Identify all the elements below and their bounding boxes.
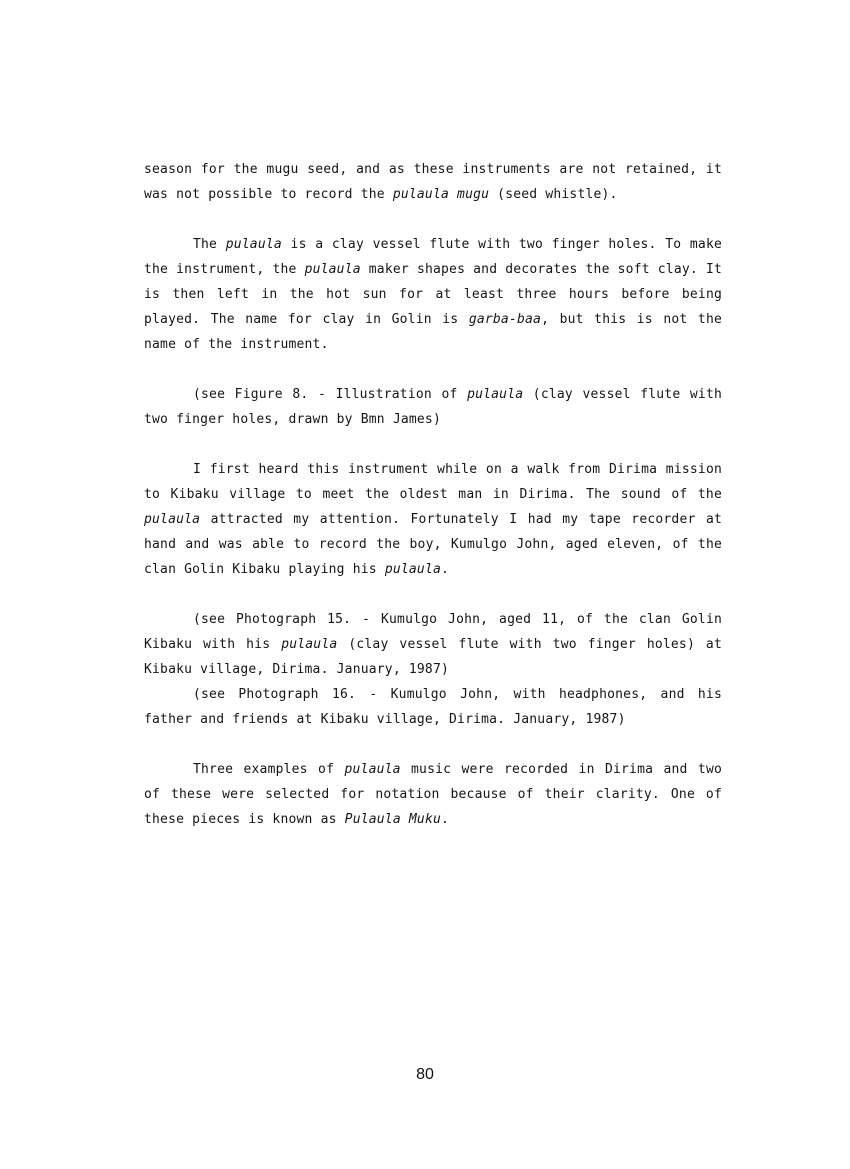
italic-term: pulaula xyxy=(304,262,361,277)
text-run: (see Figure 8. - Illustration of xyxy=(193,387,468,402)
paragraph-pulaula-description xyxy=(144,232,722,357)
paragraph-three-examples xyxy=(144,757,722,832)
paragraph-photograph-16 xyxy=(144,682,722,732)
text-run: (clay vessel flute with two finger holes) at Kibaku village, Dirima. January, 1987) xyxy=(144,637,722,677)
paragraph-first-heard xyxy=(144,457,722,582)
paragraph-seed-whistle xyxy=(144,157,722,207)
italic-term: pulaula xyxy=(144,512,201,527)
text-run: (see Photograph 15. - Kumulgo John, aged 11, of the clan Golin Kibaku with his xyxy=(144,612,722,652)
text-run: (see Photograph 16. - Kumulgo John, with headphones, and his father and friends at Kibaku village, Dirima. January, 1987) xyxy=(144,687,722,727)
italic-term: pulaula xyxy=(225,237,282,252)
text-run: , but this is not the name of the instrument. xyxy=(144,312,722,352)
text-run: attracted my attention. Fortunately I had my tape recorder at hand and was able to record the boy, Kumulgo John, aged eleven, of the clan Golin Kibaku playing his xyxy=(144,512,722,577)
text-run: maker shapes and decorates the soft clay. It is then left in the hot sun for at least three hours before being played. The name for clay in Golin is xyxy=(144,262,722,327)
text-run: is a clay vessel flute with two finger holes. To make the instrument, the xyxy=(144,237,722,277)
italic-term: pulaula mugu xyxy=(392,187,490,202)
text-run: Three examples of xyxy=(193,762,345,777)
italic-term: pulaula xyxy=(384,562,441,577)
italic-term: garba-baa xyxy=(468,312,542,327)
text-run: (clay vessel flute with two finger holes, drawn by Bmn James) xyxy=(144,387,723,427)
page-number: 80 xyxy=(416,1066,434,1083)
italic-term: pulaula xyxy=(467,387,524,402)
text-run: music were recorded in Dirima and two of these were selected for notation because of their clarity. One of these pieces is known as xyxy=(144,762,723,827)
paragraph-figure-reference xyxy=(144,382,722,432)
text-run: I first heard this instrument while on a walk from Dirima mission to Kibaku village to meet the oldest man in Dirima. The sound of the xyxy=(144,462,722,502)
paragraph-photograph-15 xyxy=(144,607,722,682)
italic-term: pulaula xyxy=(344,762,401,777)
page-body xyxy=(144,157,722,857)
italic-term: pulaula xyxy=(281,637,338,652)
text-run: . xyxy=(441,562,450,577)
text-run: The xyxy=(193,237,226,252)
text-run: (seed whistle). xyxy=(489,187,618,202)
text-run: . xyxy=(441,812,450,827)
italic-term: Pulaula Muku xyxy=(344,812,441,827)
text-run: season for the mugu seed, and as these instruments are not retained, it was not possible to record the xyxy=(144,162,722,202)
